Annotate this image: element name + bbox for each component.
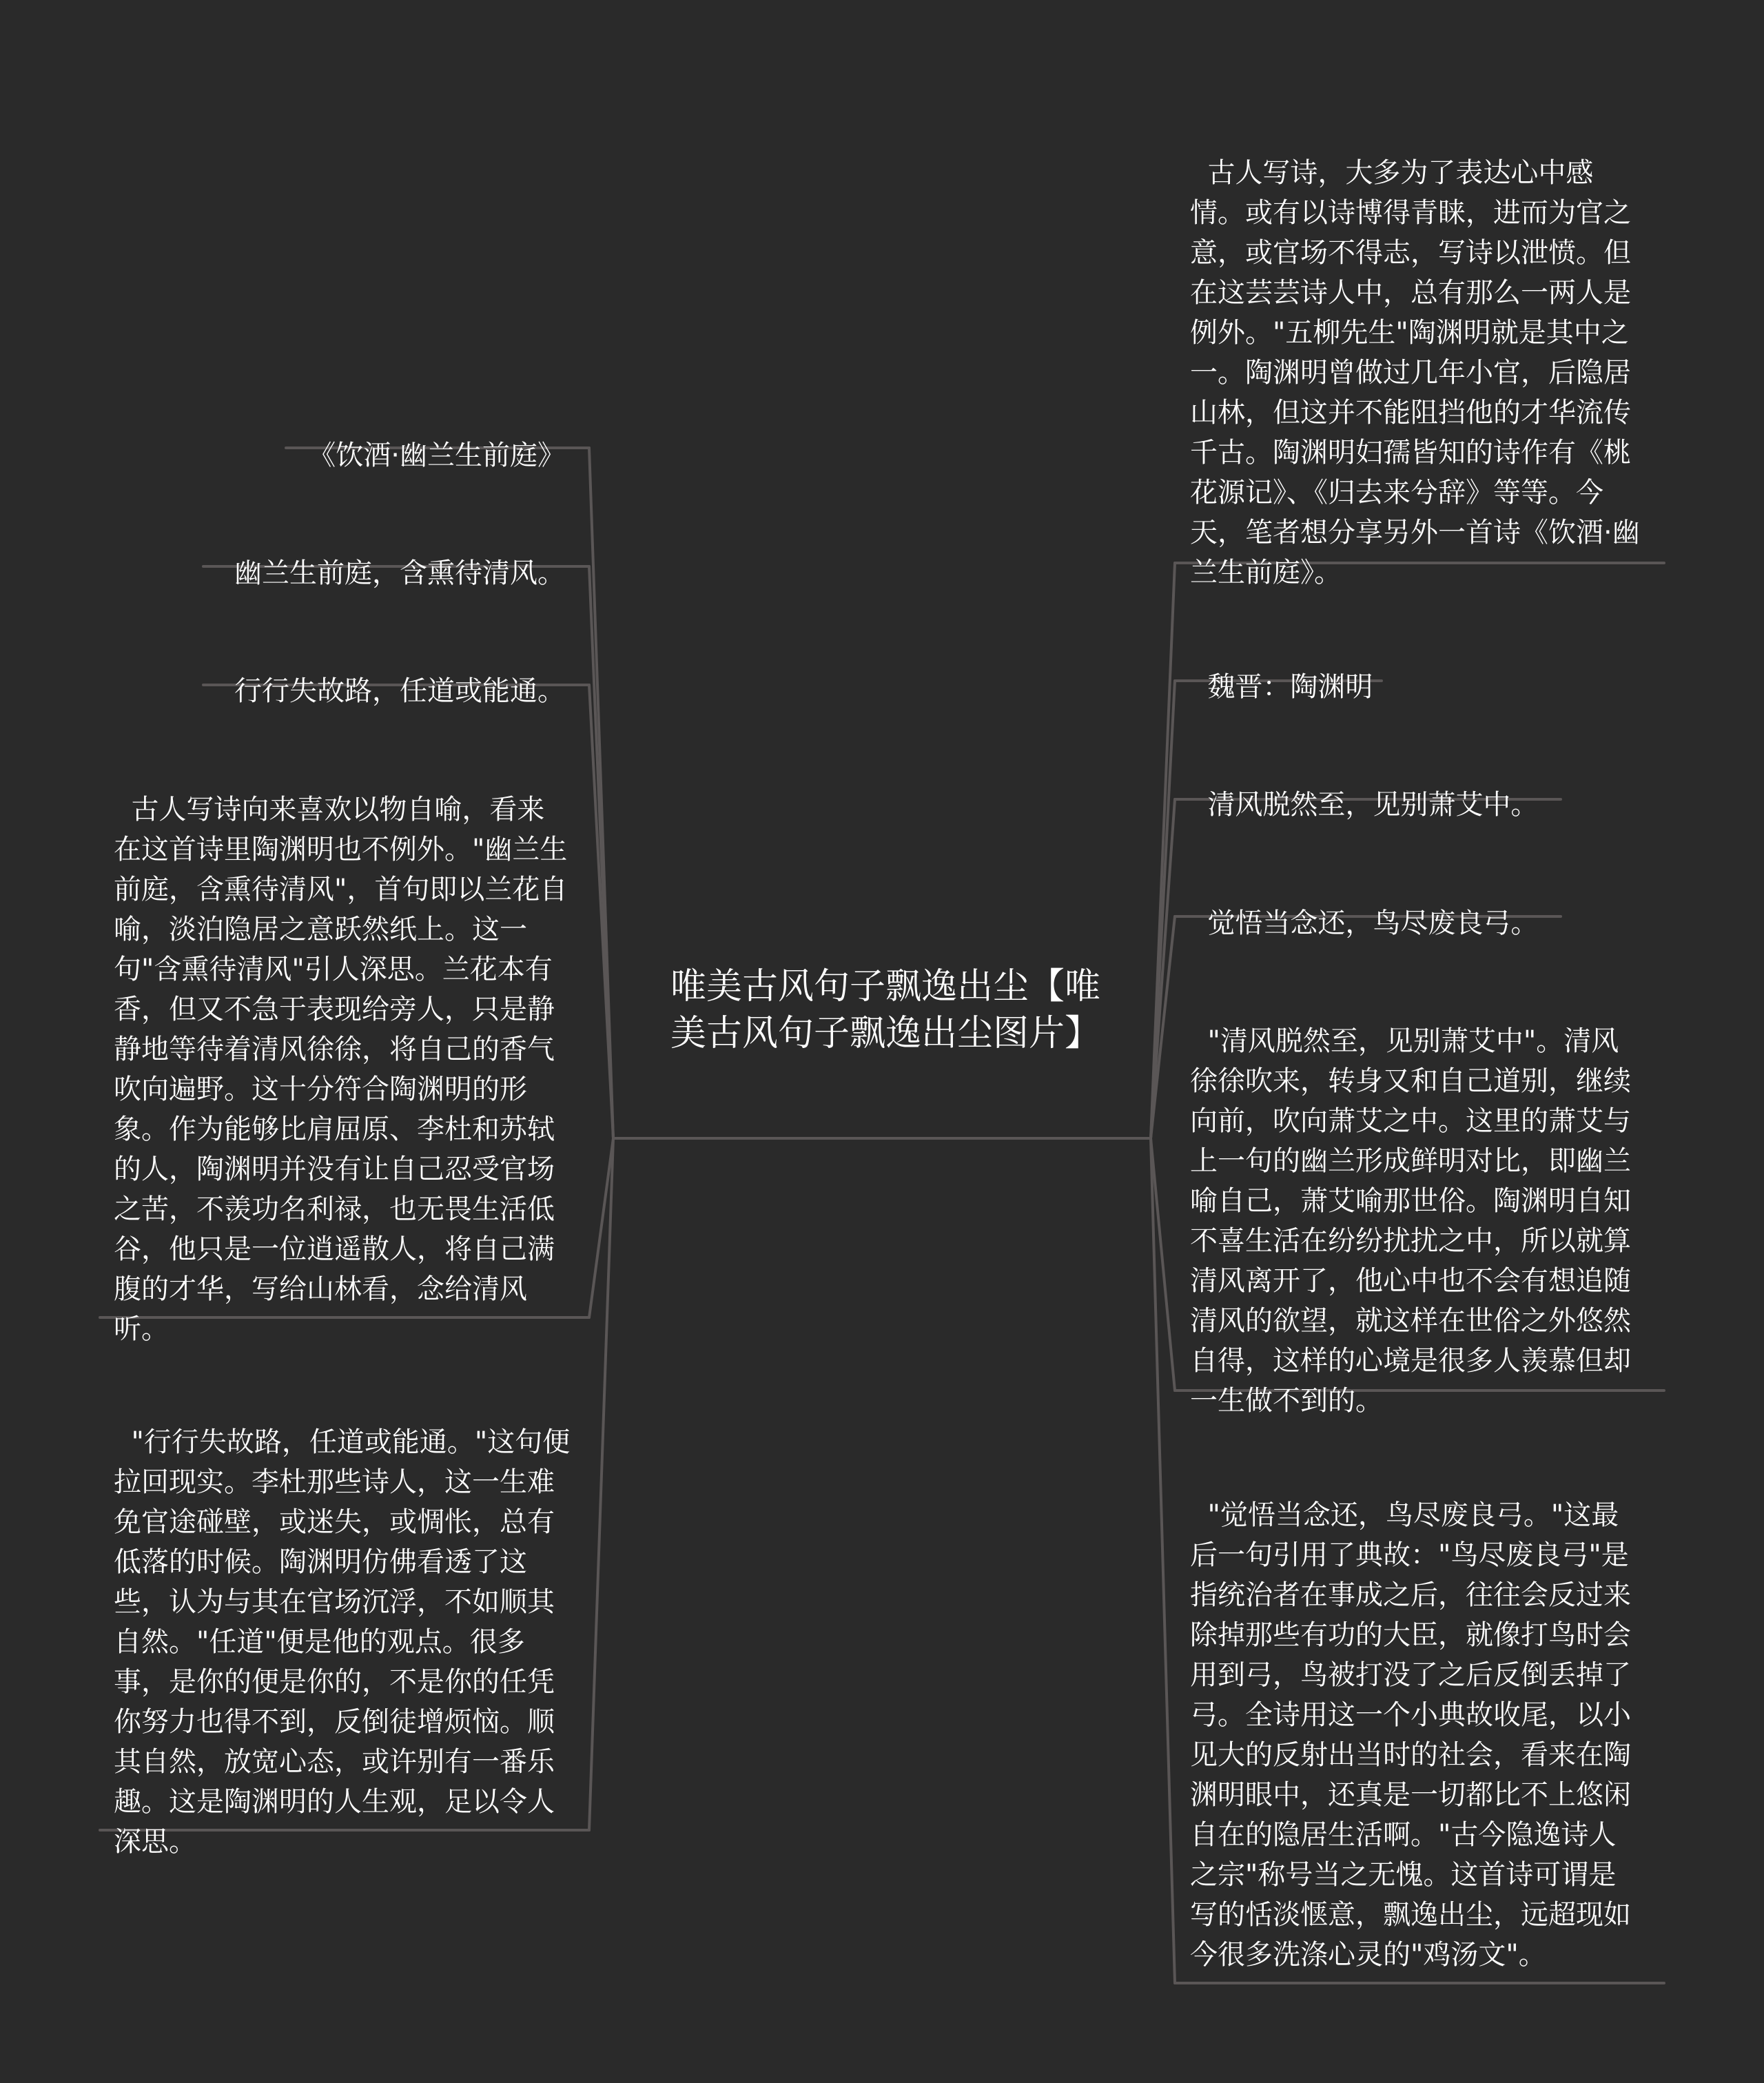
left-node-line-2[interactable]: 行行失故路，任道或能通。 bbox=[234, 675, 565, 707]
root-title: 唯美古风句子飘逸出尘【唯美古风句子飘逸出尘图片】 bbox=[670, 966, 1100, 1054]
right-node-line-4[interactable]: 觉悟当念还，鸟尽废良弓。 bbox=[1207, 907, 1539, 939]
right-node-author[interactable]: 魏晋：陶渊明 bbox=[1207, 671, 1373, 703]
left-node-analysis-1[interactable]: 古人写诗向来喜欢以物自喻，看来在这首诗里陶渊明也不例外。"幽兰生前庭，含熏待清风"，首句即以兰花自喻，淡泊隐居之意跃然纸上。这一句"含熏待清风"引人深思。兰花本有香，但又不急于表现给旁人，只是静静地等待着清风徐徐，将自己的香气吹向遍野。这十分符合陶渊明的形象。作为能够比肩屈原、李杜和苏轼的人，陶渊明并没有让自己忍受官场之苦，不羡功名利禄，也无畏生活低谷，他只是一位逍遥散人，将自己满腹的才华，写给山林看，念给清风听。 bbox=[114, 794, 568, 1345]
root-topic[interactable] bbox=[658, 963, 1113, 1057]
right-node-line-3[interactable]: 清风脱然至，见别萧艾中。 bbox=[1207, 789, 1539, 821]
left-connector bbox=[589, 685, 613, 1138]
left-node-poem-title[interactable]: 《饮酒·幽兰生前庭》 bbox=[308, 440, 565, 471]
right-node-analysis-3[interactable]: "清风脱然至，见别萧艾中"。清风徐徐吹来，转身又和自己道别，继续向前，吹向萧艾之中。这里的萧艾与上一句的幽兰形成鲜明对比，即幽兰喻自己，萧艾喻那世俗。陶渊明自知不喜生活在纷纷扰扰之中，所以就算清风离开了，他心中也不会有想追随清风的欲望，就这样在世俗之外悠然自得，这样的心境是很多人羡慕但却一生做不到的。 bbox=[1190, 1025, 1631, 1417]
left-connector bbox=[589, 1138, 613, 1830]
right-node-analysis-4[interactable]: "觉悟当念还，鸟尽废良弓。"这最后一句引用了典故："鸟尽废良弓"是指统治者在事成之后，往往会反过来除掉那些有功的大臣，就像打鸟时会用到弓，鸟被打没了之后反倒丢掉了弓。全诗用这一个小典故收尾，以小见大的反射出当时的社会，看来在陶渊明眼中，还真是一切都比不上悠闲自在的隐居生活啊。"古今隐逸诗人之宗"称号当之无愧。这首诗可谓是写的恬淡惬意，飘逸出尘，远超现如今很多洗涤心灵的"鸡汤文"。 bbox=[1190, 1499, 1631, 1971]
left-node-analysis-2[interactable]: "行行失故路，任道或能通。"这句便拉回现实。李杜那些诗人，这一生难免官途碰壁，或迷失，或惆怅，总有低落的时候。陶渊明仿佛看透了这些，认为与其在官场沉浮，不如顺其自然。"任道"便是他的观点。很多事，是你的便是你的，不是你的任凭你努力也得不到，反倒徒增烦恼。顺其自然，放宽心态，或许别有一番乐趣。这是陶渊明的人生观，足以令人深思。 bbox=[114, 1426, 571, 1858]
right-node-intro[interactable]: 古人写诗，大多为了表达心中感情。或有以诗博得青睐，进而为官之意，或官场不得志，写诗以泄愤。但在这芸芸诗人中，总有那么一两人是例外。"五柳先生"陶渊明就是其中之一。陶渊明曾做过几年小官，后隐居山林，但这并不能阻挡他的才华流传千古。陶渊明妇孺皆知的诗作有《桃花源记》、《归去来兮辞》等等。今天，笔者想分享另外一首诗《饮酒·幽兰生前庭》。 bbox=[1190, 157, 1640, 588]
left-node-line-1[interactable]: 幽兰生前庭，含熏待清风。 bbox=[234, 557, 565, 589]
